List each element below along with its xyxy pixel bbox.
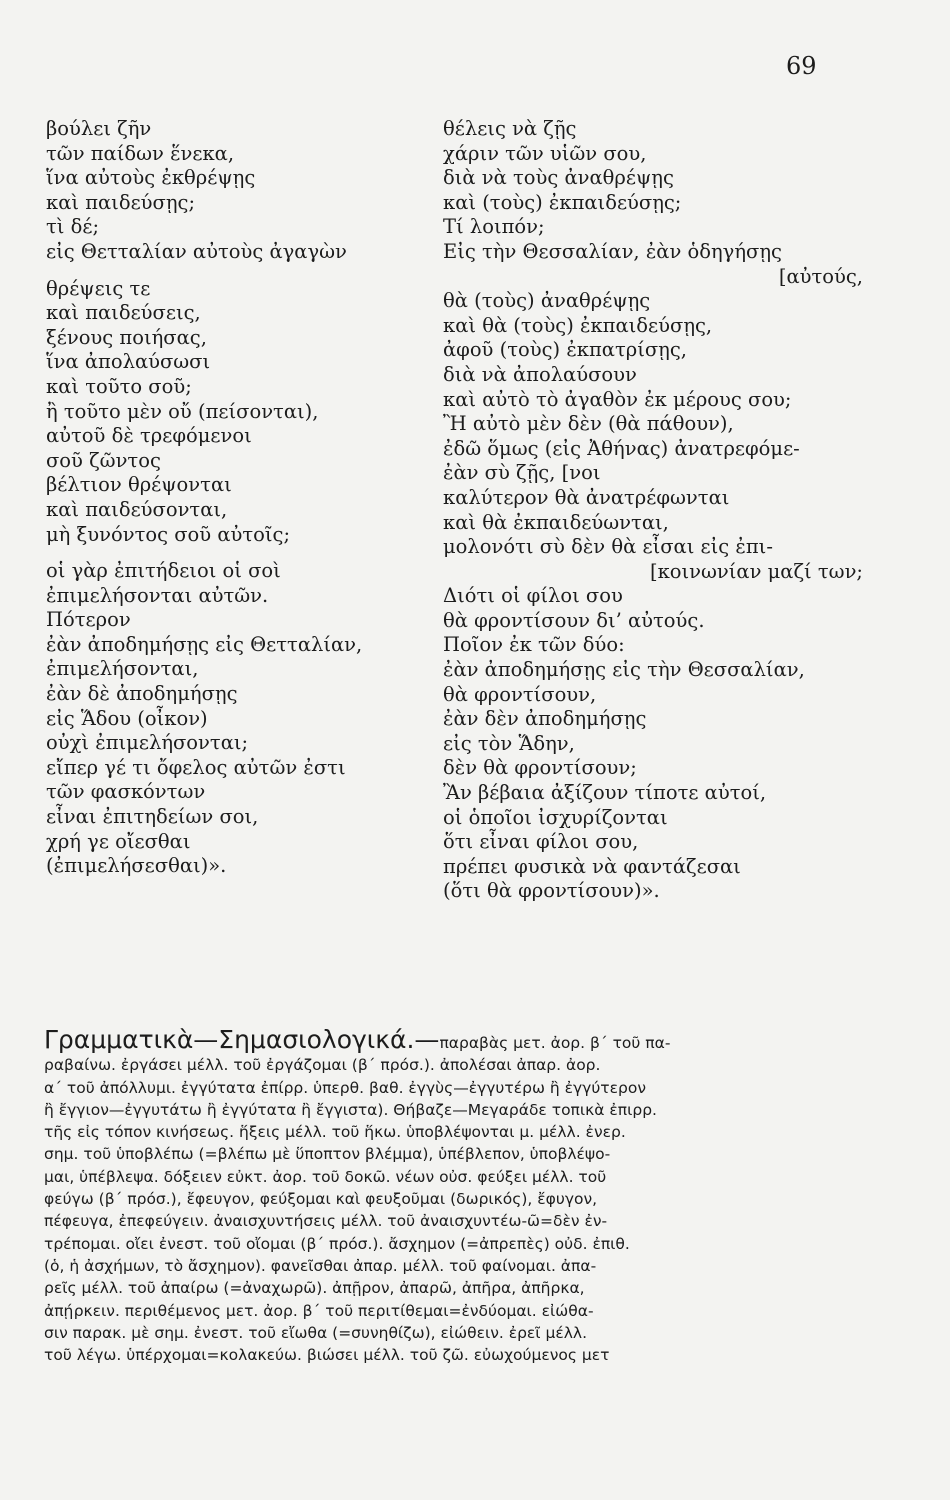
left-spacer [46,265,426,277]
right-line: ἐὰν σὺ ζῇς, [νοι [443,461,601,485]
ancient-greek-column [46,117,426,879]
left-line: ἵνα ἀπολαύσωσι [46,350,211,374]
right-line: διὰ νὰ ἀπολαύσουν [443,362,637,386]
left-line: καὶ τοῦτο σοῦ; [46,374,192,398]
left-line: βέλτιον θρέψονται [46,473,232,497]
left-line: σοῦ ζῶντος [46,448,161,472]
right-line: διὰ νὰ τοὺς ἀναθρέψῃς [443,166,674,190]
notes-line: πέφευγα, ἐπεφεύγειν. ἀναισχυντήσεις μέλλ. τοῦ ἀναισχυντέω-ῶ=δὲν ἐν- [44,1212,608,1231]
modern-greek-column [443,117,863,904]
left-line: θρέψεις τε [46,276,151,300]
notes-line: τῆς εἰς τόπον κινήσεως. ἥξεις μέλλ. τοῦ ἥκω. ὑποβλέψονται μ. μέλλ. ἐνερ. [44,1123,626,1142]
left-line: καὶ παιδεύσεις, [46,301,201,325]
right-line: ἐὰν ἀποδημήσῃς εἰς τὴν Θεσσαλίαν, [443,658,805,682]
notes-line: μαι, ὑπέβλεψα. δόξειεν εὐκτ. ἀορ. τοῦ δοκῶ. νέων οὐσ. φεύξει μέλλ. τοῦ [44,1167,607,1186]
notes-line: τοῦ λέγω. ὑπέρχομαι=κολακεύω. βιώσει μέλλ. τοῦ ζῶ. εὐωχούμενος μετ [44,1346,610,1365]
right-line: Ἢ αὐτὸ μὲν δὲν (θὰ πάθουν), [443,412,734,436]
notes-line: (ὁ, ἡ ἀσχήμων, τὸ ἄσχημον). φανεῖσθαι ἀπαρ. μέλλ. τοῦ φαίνομαι. ἀπα- [44,1256,597,1275]
left-line: Πότερον [46,608,131,632]
right-line: (ὅτι θὰ φροντίσουν)». [443,879,660,903]
left-spacer [46,547,426,559]
left-line: μὴ ξυνόντος σοῦ αὐτοῖς; [46,522,291,546]
right-line: καὶ αὐτὸ τὸ ἀγαθὸν ἐκ μέρους σου; [443,387,792,411]
right-line: ὅτι εἶναι φίλοι σου, [443,830,639,854]
right-line: ἀφοῦ (τοὺς) ἐκπατρίσῃς, [443,338,687,362]
left-line: ἐὰν ἀποδημήσῃς εἰς Θετταλίαν, [46,632,363,656]
notes-line: φεύγω (β΄ πρόσ.), ἔφευγον, φεύξομαι καὶ φευξοῦμαι (δωρικός), ἔφυγον, [44,1190,598,1209]
left-line: χρή γε οἴεσθαι [46,829,191,853]
left-line: ξένους ποιήσας, [46,325,207,349]
right-line: Εἰς τὴν Θεσσαλίαν, ἐὰν ὁδηγήσῃς [443,239,782,263]
notes-line: τρέπομαι. οἴει ἐνεστ. τοῦ οἴομαι (β΄ πρόσ.). ἄσχημον (=ἀπρεπὲς) οὐδ. ἐπιθ. [44,1234,630,1253]
notes-line: σιν παρακ. μὲ σημ. ἐνεστ. τοῦ εἴωθα (=συνηθίζω), εἰώθειν. ἐρεῖ μέλλ. [44,1323,587,1342]
right-line: πρέπει φυσικὰ νὰ φαντάζεσαι [443,854,741,878]
left-line: τὶ δέ; [46,215,100,239]
left-line: εἴπερ γέ τι ὄφελος αὐτῶν ἐστι [46,755,346,779]
left-line: ἐπιμελήσονται αὐτῶν. [46,583,269,607]
notes-line: ρεῖς μέλλ. τοῦ ἀπαίρω (=ἀναχωρῶ). ἀπῇρον, ἀπαρῶ, ἀπῆρα, ἀπῆρκα, [44,1279,585,1298]
right-line: χάριν τῶν υἱῶν σου, [443,141,647,165]
right-line: μολονότι σὺ δὲν θὰ εἶσαι εἰς ἐπι- [443,535,773,559]
right-line: καὶ θὰ (τοὺς) ἐκπαιδεύσῃς, [443,313,713,337]
left-line: οὐχὶ ἐπιμελήσονται; [46,731,249,755]
left-line: ἵνα αὐτοὺς ἐκθρέψῃς [46,166,256,190]
left-line: εἰς Ἅδου (οἶκον) [46,706,208,730]
left-line: εἰς Θετταλίαν αὐτοὺς ἀγαγὼν [46,239,347,263]
notes-line: α΄ τοῦ ἀπόλλυμι. ἐγγύτατα ἐπίρρ. ὑπερθ. βαθ. ἐγγὺς—ἐγγυτέρω ἢ ἐγγύτερον [44,1078,646,1097]
left-line: εἶναι ἐπιτηδείων σοι, [46,805,259,829]
right-line: Ἂν βέβαια ἀξίζουν τίποτε αὐτοί, [443,781,767,805]
notes-first-row [44,1025,864,1054]
left-line: βούλει ζῆν [46,117,152,140]
notes-line: ἀπῄρκειν. περιθέμενος μετ. ἀορ. β΄ τοῦ περιτίθεμαι=ἐνδύομαι. εἰώθα- [44,1301,594,1320]
right-line: Διότι οἱ φίλοι σου [443,584,623,608]
right-line: Ποῖον ἐκ τῶν δύο: [443,633,625,657]
left-line: αὐτοῦ δὲ τρεφόμενοι [46,424,252,448]
left-line: τῶν παίδων ἕνεκα, [46,141,235,165]
notes-line: ραβαίνω. ἐργάσει μέλλ. τοῦ ἐργάζομαι (β΄ πρόσ.). ἀπολέσαι ἀπαρ. ἀορ. [44,1056,601,1075]
right-line: δὲν θὰ φροντίσουν; [443,756,637,780]
left-line: οἱ γὰρ ἐπιτήδειοι οἱ σοὶ [46,559,281,583]
right-line: θὰ φροντίσουν δι’ αὐτούς. [443,608,705,632]
right-line: οἱ ὁποῖοι ἰσχυρίζονται [443,805,668,829]
left-line: καὶ παιδεύσῃς; [46,190,196,214]
left-line: ἐπιμελήσονται, [46,657,199,681]
grammar-notes [44,1025,864,1366]
right-line: θέλεις νὰ ζῇς [443,117,577,140]
right-line: καὶ θὰ ἐκπαιδεύωνται, [443,510,669,534]
page-number: 69 [786,52,817,80]
notes-line: παραβὰς μετ. ἀορ. β΄ τοῦ πα- [439,1034,671,1052]
left-line: ἐὰν δὲ ἀποδημήσῃς [46,682,238,706]
right-line: θὰ (τοὺς) ἀναθρέψῃς [443,289,651,313]
notes-line: σημ. τοῦ ὑποβλέπω (=βλέπω μὲ ὕποπτον βλέμμα), ὑπέβλεπον, ὑποβλέψο- [44,1145,611,1164]
left-line: τῶν φασκόντων [46,780,206,804]
right-line-continuation: [αὐτούς, [778,264,863,288]
notes-title: Γραμματικὰ—Σημασιολογικά.— [44,1025,440,1054]
right-line: καὶ (τοὺς) ἐκπαιδεύσῃς; [443,190,682,214]
right-line: Τί λοιπόν; [443,215,545,239]
right-line: καλύτερον θὰ ἀνατρέφωνται [443,485,730,509]
right-line: εἰς τὸν Ἅδην, [443,731,575,755]
right-line-continuation: [κοινωνίαν μαζί των; [649,559,863,583]
left-line: καὶ παιδεύσονται, [46,497,228,521]
left-line: (ἐπιμελήσεσθαι)». [46,854,227,878]
right-line: θὰ φροντίσουν, [443,682,597,706]
notes-line: ἢ ἔγγιον—ἐγγυτάτω ἢ ἐγγύτατα ἢ ἔγγιστα). Θήβαζε—Μεγαράδε τοπικὰ ἐπιρρ. [44,1100,657,1119]
left-line: ἢ τοῦτο μὲν οὔ (πείσονται), [46,399,319,423]
right-line: ἐδῶ ὅμως (εἰς Ἀθήνας) ἀνατρεφόμε- [443,436,800,460]
right-line: ἐὰν δὲν ἀποδημήσῃς [443,707,647,731]
